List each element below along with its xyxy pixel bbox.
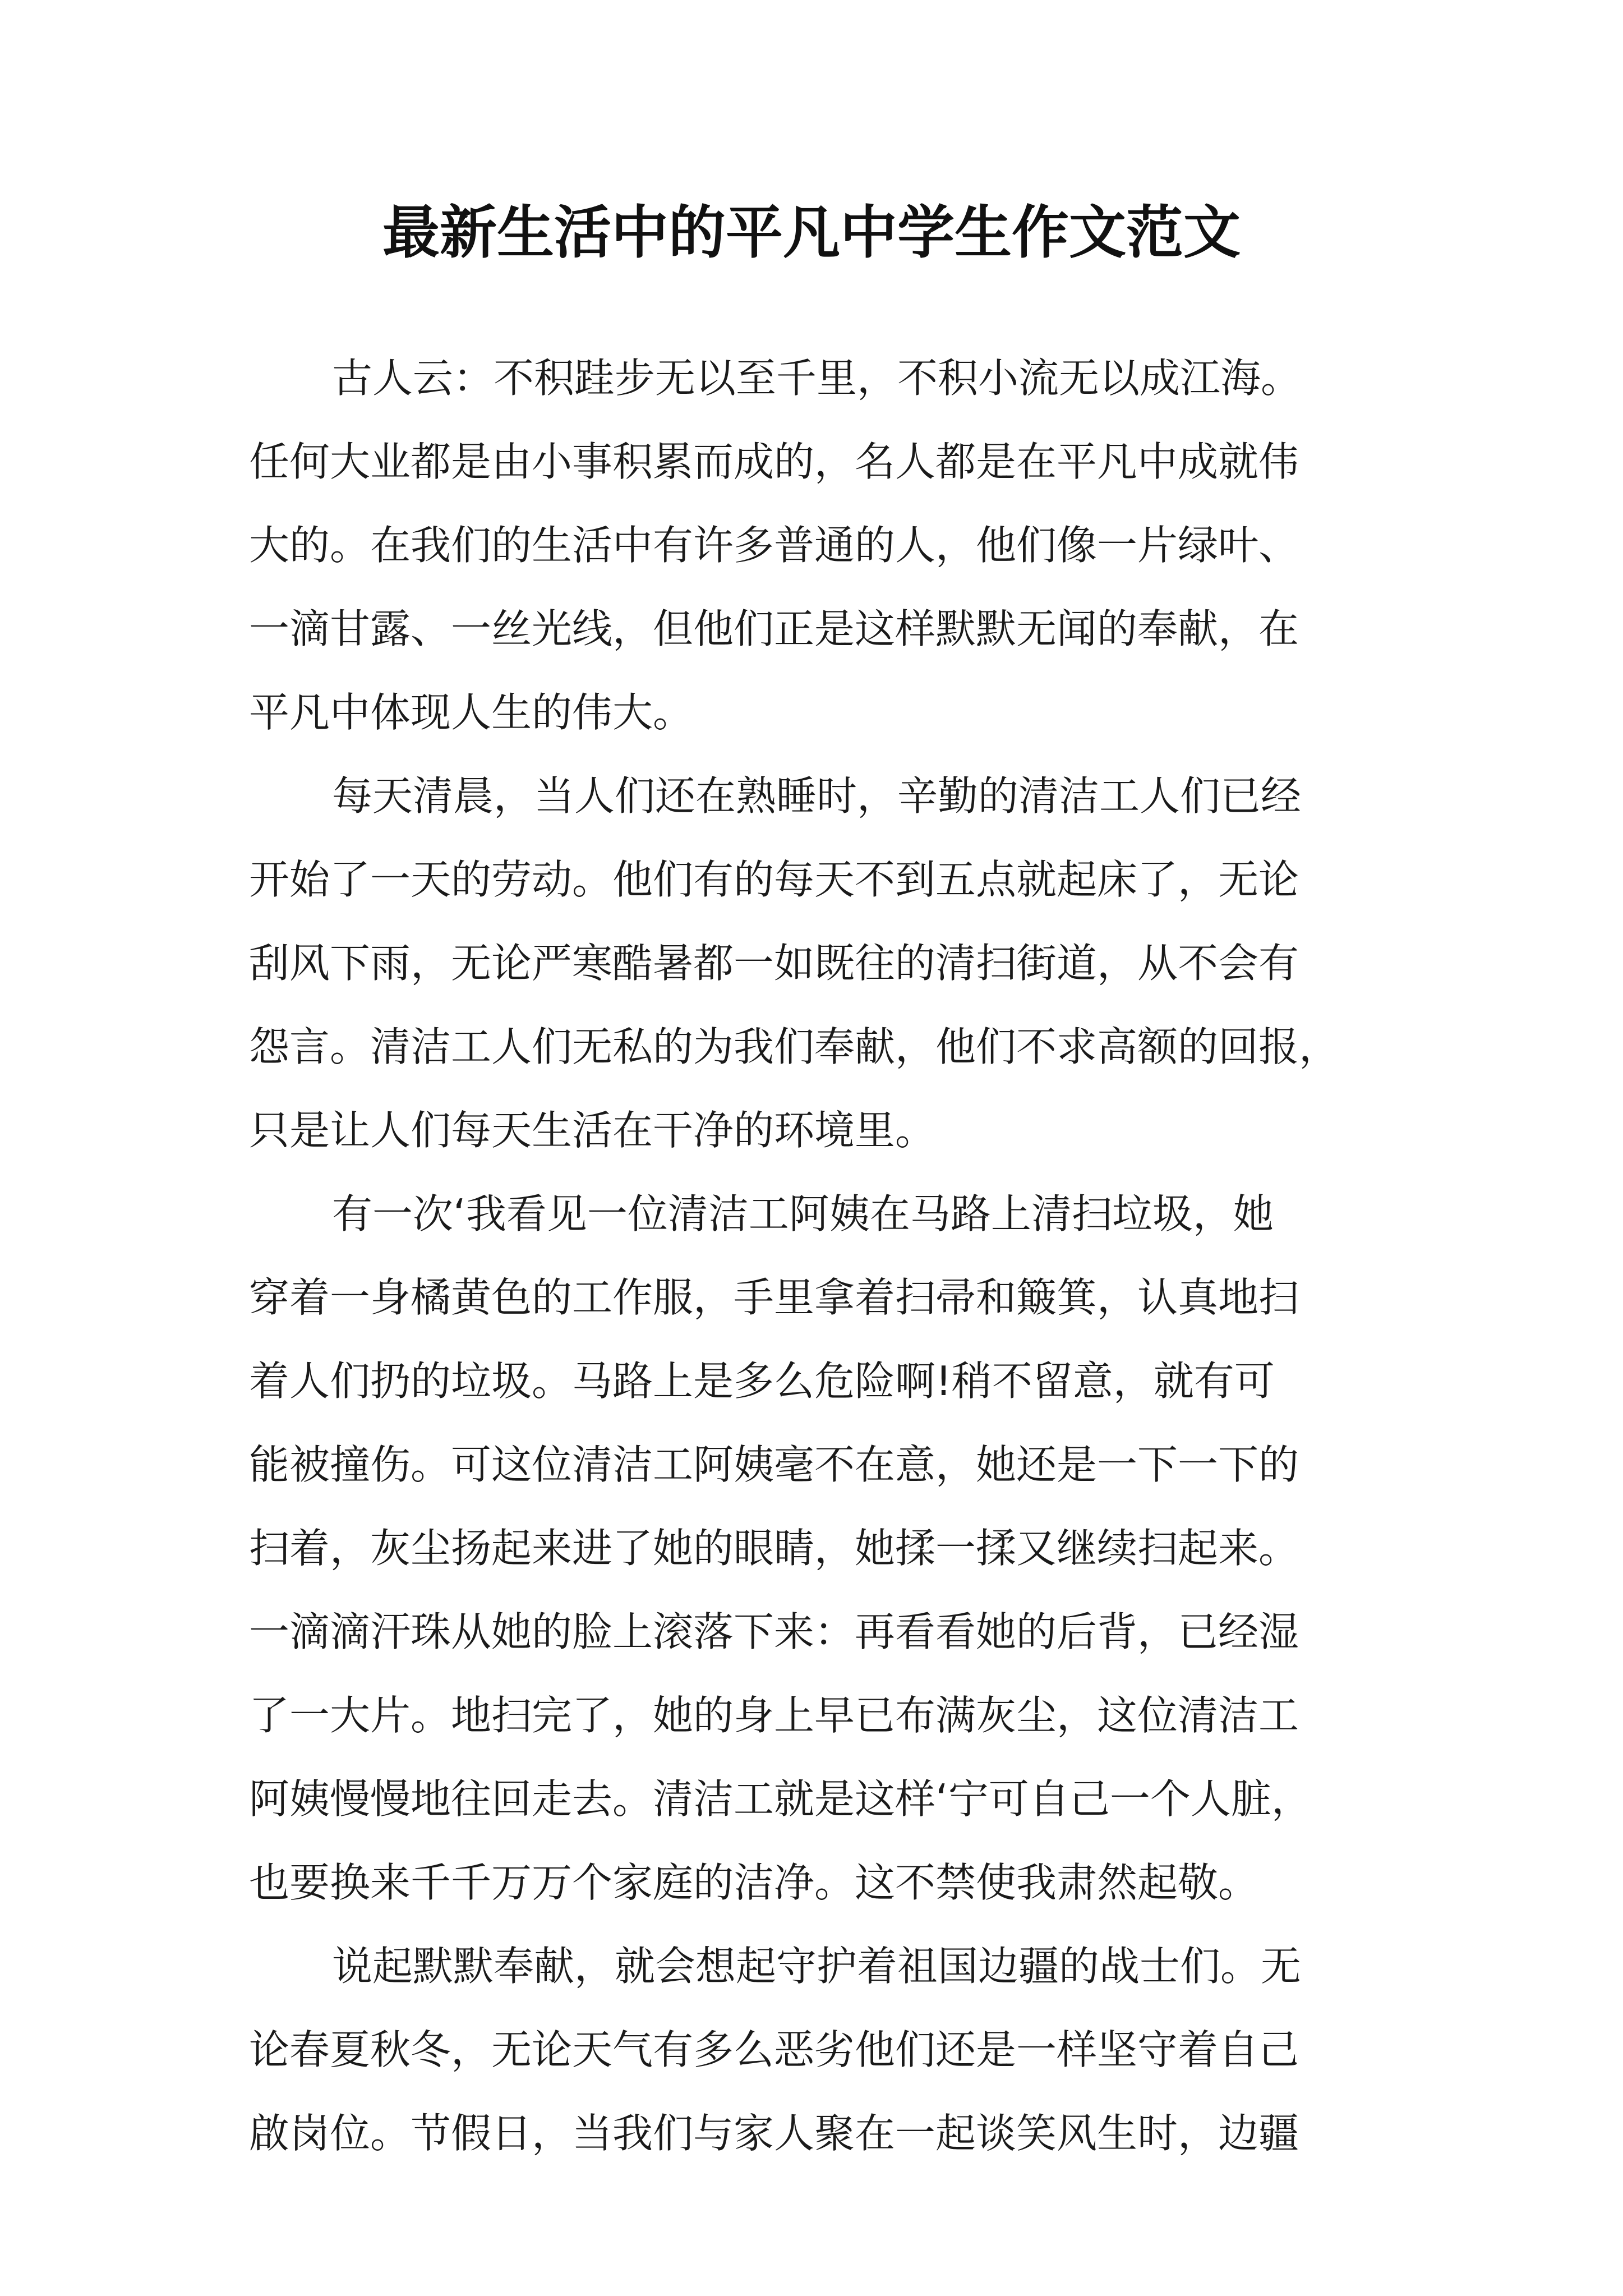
text-line: 扫着，灰尘扬起来进了她的眼睛，她揉一揉又继续扫起来。 xyxy=(249,1525,1299,1572)
text-line: 论春夏秋冬，无论天气有多么恶劣他们还是一样坚守着自己 xyxy=(249,2026,1299,2073)
text-line: 有一次‘我看见一位清洁工阿姨在马路上清扫垃圾，她 xyxy=(332,1190,1274,1237)
text-line: 刮风下雨，无论严寒酷暑都一如既往的清扫街道，从不会有 xyxy=(249,940,1299,987)
text-line: 穿着一身橘黄色的工作服，手里拿着扫帚和簸箕，认真地扫 xyxy=(249,1274,1299,1321)
document-title: 最新生活中的平凡中学生作文范文 xyxy=(382,199,1241,266)
text-line: 着人们扔的垃圾。马路上是多么危险啊!稍不留意，就有可 xyxy=(249,1358,1275,1405)
text-line: 一滴滴汗珠从她的脸上滚落下来：再看看她的后背，已经湿 xyxy=(249,1608,1299,1655)
text-line: 一滴甘露、一丝光线，但他们正是这样默默无闻的奉献，在 xyxy=(249,605,1299,652)
text-line: 只是让人们每天生活在干净的环境里。 xyxy=(249,1107,936,1154)
document-body xyxy=(249,337,1387,2175)
text-line: 说起默默奉献，就会想起守护着祖国边疆的战士们。无 xyxy=(332,1943,1302,1990)
text-line: 每天清晨，当人们还在熟睡时，辛勤的清洁工人们已经 xyxy=(332,772,1302,820)
text-line: 平凡中体现人生的伟大。 xyxy=(249,689,694,736)
text-line: 怨言。清洁工人们无私的为我们奉献，他们不求高额的回报， xyxy=(249,1023,1340,1070)
text-line: 啟岗位。节假日，当我们与家人聚在一起谈笑风生时，边疆 xyxy=(249,2110,1299,2157)
text-line: 大的。在我们的生活中有许多普通的人，他们像一片绿叶、 xyxy=(249,522,1299,569)
text-line: 能被撞伤。可这位清洁工阿姨毫不在意，她还是一下一下的 xyxy=(249,1441,1299,1488)
paragraph-4 xyxy=(249,1925,1387,2175)
text-line: 开始了一天的劳动。他们有的每天不到五点就起床了，无论 xyxy=(249,856,1299,903)
text-line: 任何大业都是由小事积累而成的，名人都是在平凡中成就伟 xyxy=(249,438,1299,485)
text-line: 了一大片。地扫完了，她的身上早已布满灰尘，这位清洁工 xyxy=(249,1692,1299,1739)
paragraph-1 xyxy=(249,337,1387,754)
paragraph-2 xyxy=(249,754,1387,1172)
paragraph-3 xyxy=(249,1172,1387,1925)
text-line: 也要换来千千万万个家庭的洁净。这不禁使我肃然起敬。 xyxy=(249,1859,1259,1906)
text-line: 阿姨慢慢地往回走去。清洁工就是这样‘宁可自己一个人脏， xyxy=(249,1775,1312,1823)
text-line: 古人云：不积跬步无以至千里，不积小流无以成江海。 xyxy=(332,355,1302,402)
